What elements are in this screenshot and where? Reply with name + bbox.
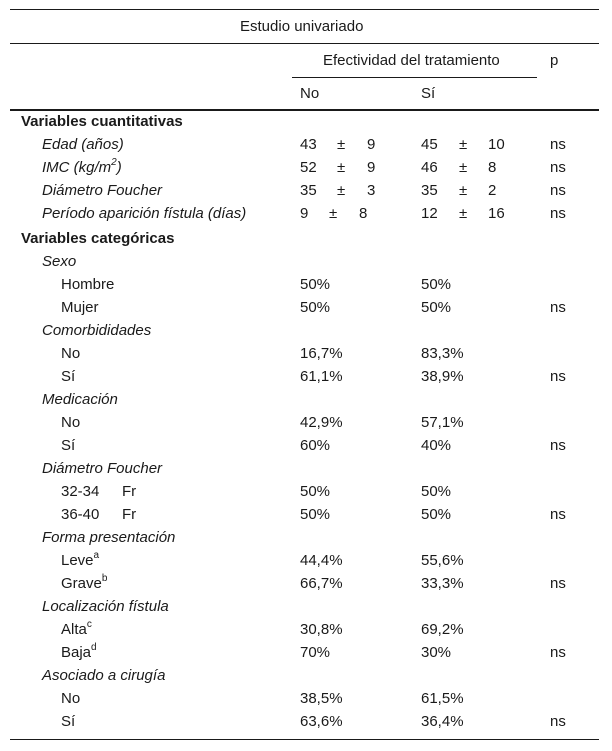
- cell-no-pm: ±: [337, 136, 346, 153]
- cell-no-pm: ±: [337, 182, 346, 199]
- cell-si-sd: 10: [488, 136, 505, 153]
- cell-si-mean: 45: [421, 136, 438, 153]
- cell-si-mean: 46: [421, 159, 438, 176]
- cell-si: 83,3%: [421, 345, 464, 362]
- cell-no: 16,7%: [300, 345, 343, 362]
- row-label: Alta$^c$: [61, 619, 92, 638]
- row-label: No: [61, 345, 81, 362]
- row-label: Sí: [61, 368, 76, 385]
- bottom-rule: [10, 739, 599, 740]
- table-title: Estudio univariado: [240, 18, 364, 35]
- row-label: Grave$^b$: [61, 573, 108, 592]
- row-label: Sí: [61, 713, 76, 730]
- cell-p: ns: [550, 506, 566, 523]
- cell-no: 44,4%: [300, 552, 343, 569]
- group-label: Diámetro Foucher: [42, 460, 163, 477]
- row-label: Período aparición fístula (días): [42, 205, 247, 222]
- cell-p: ns: [550, 575, 566, 592]
- group-label: Sexo: [42, 253, 77, 270]
- cell-no-mean: 35: [300, 182, 317, 199]
- cell-p: ns: [550, 136, 566, 153]
- group-label: Forma presentación: [42, 529, 176, 546]
- row-label: Mujer: [61, 299, 99, 316]
- cell-no: 50%: [300, 506, 331, 523]
- cell-si-sd: 2: [488, 182, 497, 199]
- cell-no: 61,1%: [300, 368, 343, 385]
- cell-si: 69,2%: [421, 621, 464, 638]
- group-label: Comorbididades: [42, 322, 152, 339]
- cell-si-pm: ±: [459, 136, 468, 153]
- cell-si: 57,1%: [421, 414, 464, 431]
- cell-no-mean: 43: [300, 136, 317, 153]
- cell-si: 50%: [421, 276, 452, 293]
- cell-si: 40%: [421, 437, 452, 454]
- cell-si: 36,4%: [421, 713, 464, 730]
- row-label-range: 32-34: [61, 483, 100, 500]
- header-rule: [10, 109, 599, 111]
- cell-no-sd: 3: [367, 182, 376, 199]
- cell-si: 50%: [421, 506, 452, 523]
- cell-si-sd: 8: [488, 159, 497, 176]
- cell-no: 63,6%: [300, 713, 343, 730]
- row-label: Edad (años): [42, 136, 124, 153]
- cell-no: 50%: [300, 299, 331, 316]
- top-rule: [10, 9, 599, 10]
- row-label: Leve$^a$: [61, 550, 100, 569]
- cell-si-pm: ±: [459, 205, 468, 222]
- cell-p: ns: [550, 299, 566, 316]
- cell-p: ns: [550, 159, 566, 176]
- cell-no: 38,5%: [300, 690, 343, 707]
- cell-no: 50%: [300, 483, 331, 500]
- cell-p: ns: [550, 205, 566, 222]
- row-label: IMC $(kg/m^2)$: [42, 157, 122, 176]
- cell-no: 30,8%: [300, 621, 343, 638]
- cell-si: 55,6%: [421, 552, 464, 569]
- cell-no-mean: 52: [300, 159, 317, 176]
- title-rule: [10, 43, 599, 44]
- row-label-range: 36-40: [61, 506, 100, 523]
- row-label: No: [61, 414, 81, 431]
- row-label-unit: Fr: [122, 483, 137, 500]
- cell-si-mean: 35: [421, 182, 438, 199]
- cell-no-sd: 9: [367, 136, 376, 153]
- group-header: Efectividad del tratamiento: [323, 52, 500, 69]
- cell-no: 42,9%: [300, 414, 343, 431]
- cell-si: 61,5%: [421, 690, 464, 707]
- cell-no-pm: ±: [337, 159, 346, 176]
- col-header-p: p: [550, 52, 559, 69]
- group-label: Medicación: [42, 391, 118, 408]
- cell-si: 38,9%: [421, 368, 464, 385]
- cell-si: 50%: [421, 299, 452, 316]
- group-label: Localización fístula: [42, 598, 169, 615]
- row-label: No: [61, 690, 81, 707]
- cell-p: ns: [550, 437, 566, 454]
- row-label: Sí: [61, 437, 76, 454]
- cell-si-pm: ±: [459, 159, 468, 176]
- cell-no-sd: 8: [359, 205, 368, 222]
- row-label: Diámetro Foucher: [42, 182, 163, 199]
- cell-p: ns: [550, 182, 566, 199]
- cell-p: ns: [550, 713, 566, 730]
- group-label: Asociado a cirugía: [42, 667, 166, 684]
- cell-si-sd: 16: [488, 205, 505, 222]
- section-categoricas: Variables categóricas: [21, 230, 175, 247]
- row-label: Hombre: [61, 276, 115, 293]
- cell-no-pm: ±: [329, 205, 338, 222]
- cell-si: 30%: [421, 644, 452, 661]
- cell-no: 70%: [300, 644, 331, 661]
- cell-no: 50%: [300, 276, 331, 293]
- cell-p: ns: [550, 644, 566, 661]
- section-cuantitativas: Variables cuantitativas: [21, 113, 183, 130]
- row-label: Baja$^d$: [61, 642, 97, 661]
- col-header-si: Sí: [421, 85, 436, 102]
- col-header-no: No: [300, 85, 320, 102]
- cell-p: ns: [550, 368, 566, 385]
- cell-si: 33,3%: [421, 575, 464, 592]
- cell-no: 66,7%: [300, 575, 343, 592]
- cell-no: 60%: [300, 437, 331, 454]
- cell-no-mean: 9: [300, 205, 309, 222]
- cell-no-sd: 9: [367, 159, 376, 176]
- cell-si-pm: ±: [459, 182, 468, 199]
- cell-si: 50%: [421, 483, 452, 500]
- group-rule: [292, 77, 537, 78]
- row-label-unit: Fr: [122, 506, 137, 523]
- cell-si-mean: 12: [421, 205, 438, 222]
